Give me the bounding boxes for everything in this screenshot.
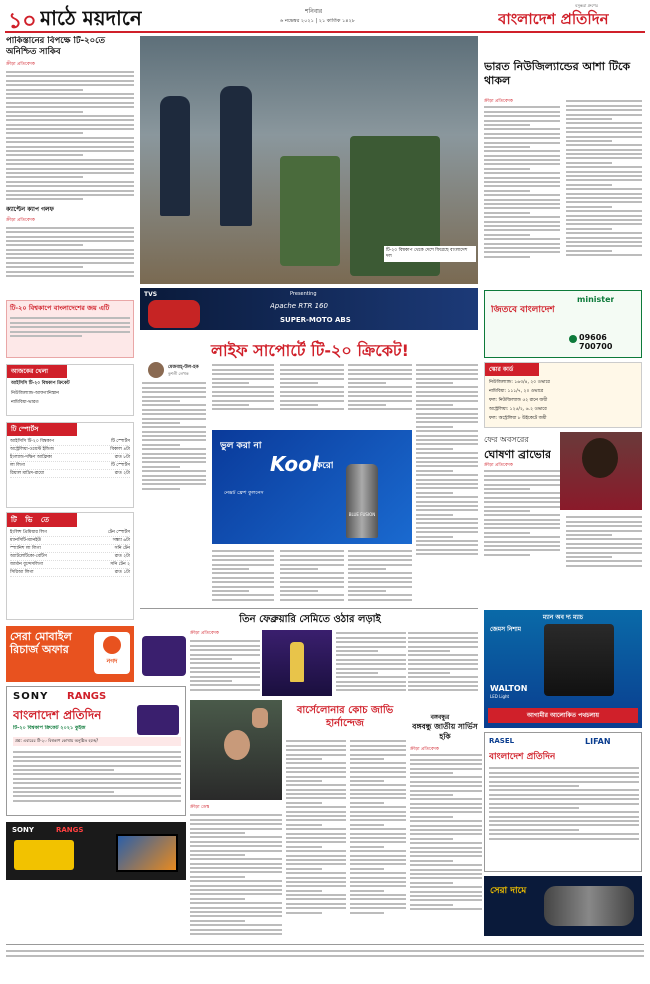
walton-logo: WALTON xyxy=(490,684,528,693)
tsports-row-event: রিয়াল মাদ্রিদ-রায়ো xyxy=(10,471,45,476)
story-feb-byline: ক্রীড়া প্রতিবেদক xyxy=(190,631,219,636)
wc-logo xyxy=(137,705,179,735)
bravo-title: ঘোষণা ব্রাভোর xyxy=(484,448,552,461)
mom-player-photo xyxy=(544,624,614,696)
life-body-8 xyxy=(348,548,412,603)
story-hockey-title: বঙ্গবন্ধু জাতীয় সার্ভিস হকি xyxy=(412,722,478,741)
masthead-logo: বাংলাদেশ প্রতিদিন xyxy=(498,10,609,28)
tv-row-event: জার্মান বুন্দেসলিগা xyxy=(10,562,44,567)
tsports-row xyxy=(10,446,130,454)
tvs-apache: Apache RTR 160 xyxy=(270,302,328,310)
lifan-quiz-text xyxy=(489,765,639,842)
day-label: শনিবার xyxy=(305,8,323,15)
t20-logo xyxy=(142,636,186,676)
xavi-head xyxy=(224,730,250,760)
xavi-photo xyxy=(190,700,282,800)
today-line-2: নিউজিল্যান্ড-আফগানিস্তান xyxy=(11,391,59,396)
kool-can xyxy=(346,464,378,538)
tvs-model: SUPER-MOTO ABS xyxy=(280,316,351,324)
life-body-1 xyxy=(142,380,206,492)
life-support-headline: লাইফ সাপোর্টে টি-২০ ক্রিকেট! xyxy=(211,341,409,360)
hockey-byline: ক্রীড়া প্রতিবেদক xyxy=(410,747,439,752)
xavi-body-2 xyxy=(286,738,346,916)
mom-player: জেমস নিশাম xyxy=(490,626,522,633)
story-feb-title: তিন ফেব্রুয়ারি সেমিতে ওঠার লড়াই xyxy=(239,614,381,625)
tsports-row-time: রাত ২টা xyxy=(114,471,130,476)
sera-dame-text: সেরা দামে xyxy=(490,886,527,896)
scorecard-line: নামিবিয়া: ১১১/৭, ২০ ওভারে xyxy=(489,389,544,394)
page-number: ১০ xyxy=(8,9,37,30)
kool-text-2: করো xyxy=(316,461,334,471)
columnist-name: মেজবাহ্-উল-হক xyxy=(168,365,199,370)
tv-row xyxy=(10,553,130,561)
tsports-row-event: আইসিসি টি-২০ বিশ্বকাপ xyxy=(10,439,55,444)
tv-row-time: টেন স্পোর্টস xyxy=(107,530,130,535)
quiz-title: টি-২০ বিশ্বকাপ ক্রিকেট ২০২১ কুইজ xyxy=(13,725,86,731)
tsports-row xyxy=(10,438,130,446)
kool-text-1: ভুল করা না xyxy=(220,441,262,451)
tv-row-time: সনি টেন xyxy=(114,546,130,551)
header-rule xyxy=(5,31,645,33)
scorecard-line: ফল: অস্ট্রেলিয়া ৮ উইকেটে জয়ী xyxy=(489,416,547,421)
tv-row-time: রাত ২টা xyxy=(114,554,130,559)
scorecard-box xyxy=(484,362,642,428)
story-golf-byline: ক্রীড়া প্রতিবেদক xyxy=(6,218,35,224)
rangs-logo: RANGS xyxy=(67,691,107,702)
led-label: LED Light xyxy=(490,694,510,699)
tvs-presenting: Presenting xyxy=(290,291,317,297)
life-body-4 xyxy=(348,362,412,413)
mom-slogan: আগামীর আলোকিত পথচলায় xyxy=(488,708,638,723)
sony-tv-ad xyxy=(6,822,186,880)
xavi-body-1 xyxy=(190,812,282,937)
footer-rule xyxy=(6,944,644,945)
feb-body-1 xyxy=(190,638,260,693)
tsports-row-event: লা লিগা xyxy=(10,463,25,468)
life-body-6 xyxy=(212,548,274,603)
player-figure-1 xyxy=(160,96,190,216)
tv-row-event: সিরিআ লিগা xyxy=(10,570,34,575)
story-golf-body xyxy=(6,227,134,277)
bravo-head xyxy=(582,438,618,478)
change-offer-badge xyxy=(14,840,74,870)
scorecard-lines xyxy=(485,376,641,425)
bravo-byline: ক্রীড়া প্রতিবেদক xyxy=(484,463,513,468)
tv-row-time: সনি টেন ২ xyxy=(110,562,130,567)
recharge-ad-text: সেরা মোবাইল রিচার্জ অফার xyxy=(10,630,72,656)
tsports-row-time: বিকাল ৪টা xyxy=(110,447,130,452)
quiz-masthead: বাংলাদেশ প্রতিদিন xyxy=(13,708,102,722)
scorecard-line: ফল: নিউজিল্যান্ড ৫২ রানে জয়ী xyxy=(489,398,548,403)
minister-ad xyxy=(484,290,642,358)
tv-row xyxy=(10,529,130,537)
bravo-kicker: ফের অবসরের xyxy=(484,435,529,444)
quiz-question: প্রশ্ন: এবারের টি-২০ বিশ্বকাপ কোথায় অনুষ্ঠিত হচ্ছে? xyxy=(13,737,181,746)
rasel-lifan-ad xyxy=(484,732,642,872)
trophy-photo xyxy=(262,630,332,696)
hockey-body xyxy=(410,752,482,912)
feb-body-3 xyxy=(408,630,478,694)
kool-product: BLUE FUSION xyxy=(348,512,376,517)
tsports-row-time: টি স্পোর্টস xyxy=(111,439,130,444)
recharge-ad xyxy=(6,626,134,682)
tv-image xyxy=(116,834,178,872)
tvs-bike-image xyxy=(148,300,200,328)
quote-box-title: টি-২০ বিশ্বকাপে বাংলাদেশের জয় এটি xyxy=(10,304,110,312)
masthead-tag: বসুন্ধরা গ্রুপের xyxy=(575,3,598,8)
bravo-body-2 xyxy=(566,514,642,569)
tv-row-time: সন্ধ্যা ৬টা xyxy=(112,538,130,543)
feb-body-2 xyxy=(336,630,406,694)
section-title: মাঠে ময়দানে xyxy=(40,6,142,30)
sera-dame-ad xyxy=(484,876,642,936)
life-body-7 xyxy=(280,548,344,603)
tsports-row-time: টি স্পোর্টস xyxy=(111,463,130,468)
quote-box xyxy=(6,300,134,358)
tv-row xyxy=(10,537,130,545)
kool-brand: Kool xyxy=(270,452,319,476)
tv-row-event: ইংলিশ প্রিমিয়ার লিগ xyxy=(10,530,47,535)
lifan-logo: LIFAN xyxy=(585,737,611,746)
hockey-kicker: বঙ্গবন্ধুর xyxy=(430,714,450,721)
life-body-5 xyxy=(416,362,478,558)
bravo-photo xyxy=(560,432,642,510)
story-pakistan xyxy=(6,36,134,294)
footer-text xyxy=(6,948,644,959)
columnist-avatar xyxy=(148,362,164,378)
tv-row xyxy=(10,545,130,553)
page-header xyxy=(0,0,650,30)
tv-row xyxy=(10,561,130,569)
bravo-body-1 xyxy=(484,468,560,558)
minister-phone: 09606 700700 xyxy=(579,333,613,351)
today-line-1: আইসিসি টি-২০ বিশ্বকাপ ক্রিকেট xyxy=(11,381,70,386)
tsports-row xyxy=(10,470,130,478)
rasel-logo: RASEL xyxy=(489,737,515,745)
nagad-icon xyxy=(103,636,121,654)
story-india-byline: ক্রীড়া প্রতিবেদক xyxy=(484,99,513,104)
luggage-cart-1 xyxy=(280,156,340,266)
xavi-fist xyxy=(252,708,268,728)
nagad-logo xyxy=(94,632,130,674)
tv-schedule xyxy=(7,527,133,579)
tsports-title: টি স্পোর্টস xyxy=(7,423,77,436)
story-india-title: ভারত নিউজিল্যান্ডের আশা টিকে থাকল xyxy=(484,60,631,87)
life-body-2 xyxy=(212,362,274,413)
date-line: ৬ নভেম্বর ২০২১ | ২১ কার্তিক ১৪২৮ xyxy=(280,18,355,24)
minister-logo: minister xyxy=(577,295,615,304)
nagad-label: নগদ xyxy=(106,658,118,665)
xavi-body-3 xyxy=(350,738,406,916)
motorbike-image xyxy=(544,886,634,926)
scorecard-title: স্কোর কার্ড xyxy=(485,363,539,376)
tvs-ad xyxy=(140,288,478,330)
story-india-body-2 xyxy=(566,98,642,258)
player-figure-2 xyxy=(220,86,252,226)
tv-row-event: ম্যানসিটি-ম্যানইউ xyxy=(10,538,42,543)
today-box-title: আজকের খেলা xyxy=(7,365,67,378)
mom-box xyxy=(484,610,642,728)
mom-title: ম্যান অব দ্য ম্যাচ xyxy=(542,614,584,621)
tvs-logo: TVS xyxy=(144,291,158,298)
story-xavi-title: বার্সেলোনার কোচ জাভি হার্নান্দেজ xyxy=(296,705,394,729)
jitbe-text: জিতবে বাংলাদেশ xyxy=(491,305,555,315)
quote-box-body xyxy=(7,317,133,337)
sony-tv-logo: SONY xyxy=(12,826,34,834)
tsports-row-event: অস্ট্রেলিয়া-ওয়েস্ট ইন্ডিজ xyxy=(10,447,54,452)
scorecard-line: নিউজিল্যান্ড: ১৬৩/৪, ২০ ওভারে xyxy=(489,380,550,385)
tsports-row xyxy=(10,462,130,470)
columnist-role: কুশলী লেখক xyxy=(168,371,189,376)
tv-box-title: টি ভি তে xyxy=(7,513,77,527)
tv-row xyxy=(10,569,130,577)
story-pakistan-body xyxy=(6,71,134,200)
kool-text-3: নেক্সট ফ্রেশ কুলনেস xyxy=(224,490,264,496)
tv-box xyxy=(6,512,134,620)
story-india-body-1 xyxy=(484,104,560,260)
tsports-box xyxy=(6,422,134,508)
kool-ad xyxy=(212,430,412,544)
today-box xyxy=(6,364,134,416)
story-pakistan-title: পাকিস্তানের বিপক্ষে টি-২০তে অনিশ্চিত সাকিব xyxy=(6,36,105,57)
sony-logo: SONY xyxy=(13,691,49,702)
tv-row-time: রাত ১টা xyxy=(114,570,130,575)
phone-icon xyxy=(569,335,577,343)
xavi-byline: ক্রীড়া ডেস্ক xyxy=(190,805,210,810)
tsports-row-time: রাত ৮টা xyxy=(114,455,130,460)
lifan-masthead: বাংলাদেশ প্রতিদিন xyxy=(489,752,556,762)
tv-row-event: স্প্যানিশ লা লিগা xyxy=(10,546,41,551)
tsports-row xyxy=(10,454,130,462)
sony-quiz-ad xyxy=(6,686,186,816)
tsports-row-event: ইংল্যান্ড-দক্ষিণ আফ্রিকা xyxy=(10,455,52,460)
photo-caption: টি-২০ বিশ্বকাপ থেকে দেশে ফিরেছে বাংলাদেশ দল xyxy=(384,246,476,262)
trophy-icon xyxy=(290,642,304,682)
story-pakistan-byline: ক্রীড়া প্রতিবেদক xyxy=(6,62,35,67)
tsports-schedule xyxy=(7,436,133,480)
rangs-tv-logo: RANGS xyxy=(56,826,84,834)
today-line-3: নামিবিয়া-ভারত xyxy=(11,400,39,405)
scorecard-line: অস্ট্রেলিয়া: ১২৫/২, ৬.২ ওভারে xyxy=(489,407,547,412)
story-golf-title: ক্যাপ্টেন ক্যাপ গলফ xyxy=(6,206,54,214)
quiz-rules xyxy=(13,749,181,804)
tv-row-event: অ্যাটলেটিকো-বেটিস xyxy=(10,554,47,559)
feb-rule xyxy=(140,608,478,609)
life-body-3 xyxy=(280,362,344,413)
